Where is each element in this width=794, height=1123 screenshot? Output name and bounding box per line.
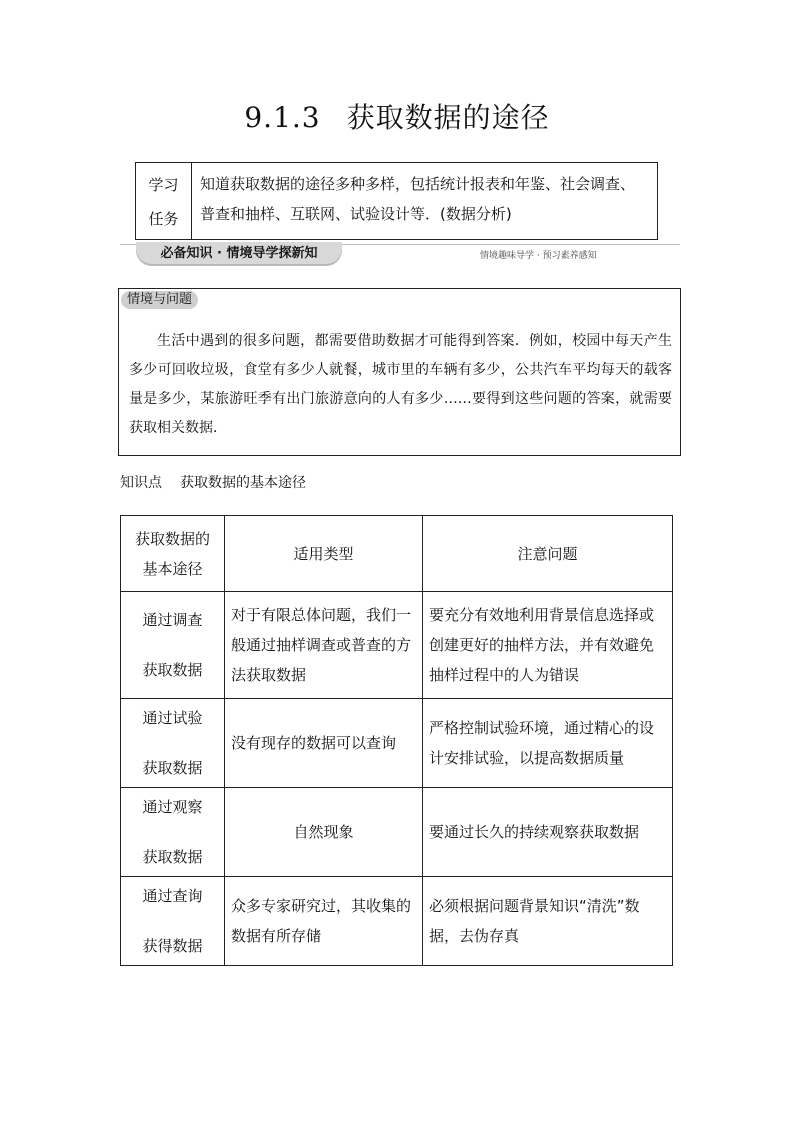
table-header-note: 注意问题	[423, 516, 673, 592]
learning-task-box	[135, 162, 658, 240]
section-banner: 必备知识 · 情境导学探新知	[136, 242, 342, 266]
header-way-line1: 获取数据的	[134, 529, 210, 548]
learning-task-label	[136, 163, 192, 239]
table-header-way	[121, 516, 225, 592]
row-way-line1: 通过调查	[142, 611, 203, 629]
page-title	[0, 96, 794, 136]
scenario-tag: 情境与问题	[121, 291, 198, 309]
row-way-line2: 获得数据	[142, 937, 203, 955]
row-type: 没有现存的数据可以查询	[225, 699, 423, 788]
header-way-line2: 基本途径	[142, 559, 203, 578]
task-label-line1: 学习	[148, 175, 179, 194]
data-ways-table	[120, 515, 673, 966]
section-banner-subtitle: 情境趣味导学 · 预习素养感知	[480, 251, 597, 261]
row-note: 要通过长久的持续观察获取数据	[423, 788, 673, 877]
row-way-line1: 通过试验	[142, 709, 203, 727]
table-header-type: 适用类型	[225, 516, 423, 592]
row-type: 自然现象	[225, 788, 423, 877]
table-header-row	[121, 516, 673, 592]
row-way-line2: 获取数据	[142, 759, 203, 777]
row-way	[121, 699, 225, 788]
row-way-line2: 获取数据	[142, 848, 203, 866]
row-type: 对于有限总体问题，我们一般通过抽样调查或普查的方法获取数据	[225, 592, 423, 699]
learning-task-content: 知道获取数据的途径多种多样，包括统计报表和年鉴、社会调查、普查和抽样、互联网、试验设计等．(数据分析)	[200, 175, 636, 223]
section-title: 获取数据的途径	[346, 101, 550, 134]
row-note: 必须根据问题背景知识“清洗”数据，去伪存真	[423, 877, 673, 966]
task-label-line2: 任务	[148, 209, 179, 228]
table-row	[121, 592, 673, 699]
section-number: 9.1.3	[244, 101, 321, 134]
row-note: 严格控制试验环境，通过精心的设计安排试验，以提高数据质量	[423, 699, 673, 788]
row-way-line1: 通过查询	[142, 887, 203, 905]
table-row	[121, 877, 673, 966]
row-way-line1: 通过观察	[142, 798, 203, 816]
table-row	[121, 699, 673, 788]
row-way	[121, 877, 225, 966]
knowledge-point-heading	[120, 472, 306, 492]
row-way-line2: 获取数据	[142, 661, 203, 679]
row-way	[121, 592, 225, 699]
row-note: 要充分有效地利用背景信息选择或创建更好的抽样方法，并有效避免抽样过程中的人为错误	[423, 592, 673, 699]
knowledge-point-title: 获取数据的基本途径	[180, 475, 306, 491]
scenario-text: 生活中遇到的很多问题，都需要借助数据才可能得到答案．例如，校园中每天产生多少可回收垃圾，食堂有多少人就餐，城市里的车辆有多少，公共汽车平均每天的载客量是多少，某旅游旺季有出门旅游意向的人有多少……要得到这些问题的答案，就需要获取相关数据．	[129, 333, 672, 436]
row-type: 众多专家研究过，其收集的数据有所存储	[225, 877, 423, 966]
row-way	[121, 788, 225, 877]
knowledge-point-label: 知识点	[120, 475, 162, 491]
scenario-box	[118, 288, 681, 456]
table-row	[121, 788, 673, 877]
